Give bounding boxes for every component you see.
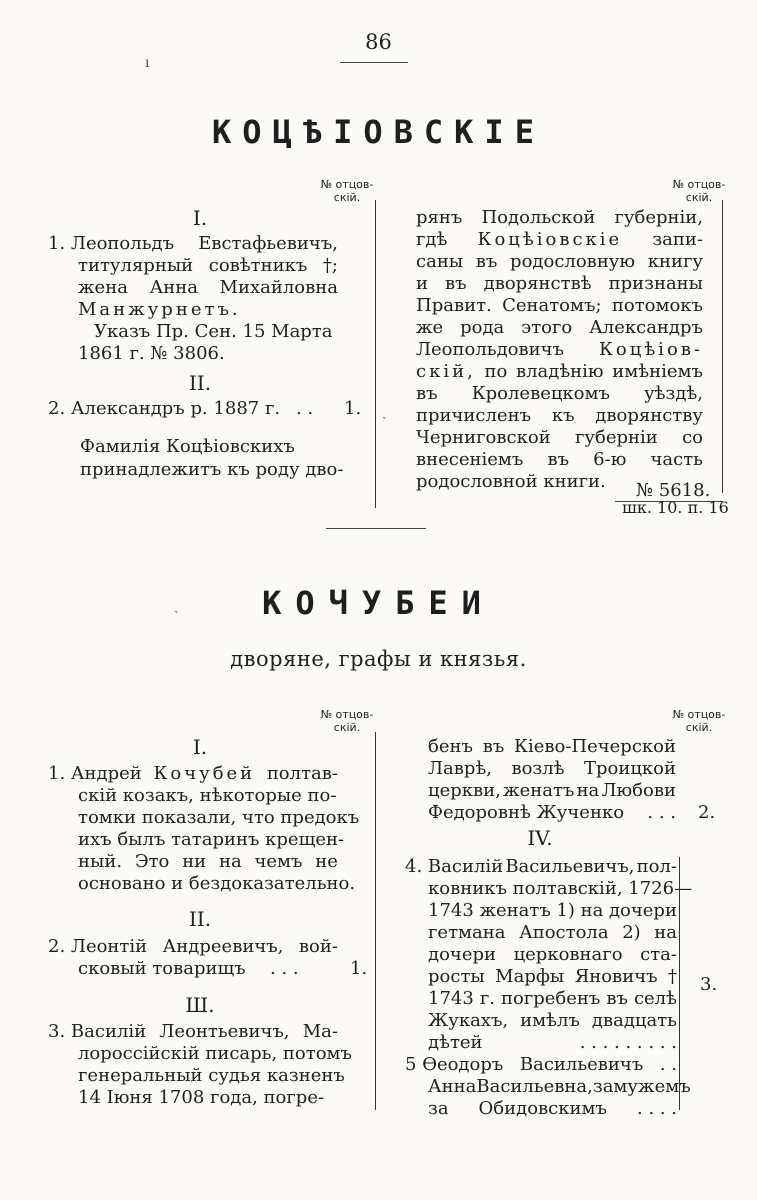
generation-heading: II.	[188, 371, 212, 395]
right-margin-rule	[722, 200, 723, 493]
parent-ref: 1.	[350, 958, 368, 979]
margin-mark: ˎ	[382, 404, 387, 420]
genealogy-entry: 1. Андрей Кочубей полтав- скій козакъ, нѣкоторые по- томки показали, что предокъ ихъ былъ татаринъ крещен- ный. Это ни на чемъ не основано и бездоказательно.	[48, 763, 360, 894]
generation-heading: I.	[192, 735, 208, 759]
column-divider	[375, 200, 376, 508]
ellipsis-dots: . . .	[270, 958, 299, 979]
genealogy-entry-continued: бенъ въ Кіево-Печерской Лаврѣ, возлѣ Троицкой церкви, женатъ на Любови Федоровнѣ Жученко . . .	[428, 736, 676, 823]
genealogy-entry: 3. Василій Леонтьевичъ, Ма- лороссійскій писарь, потомъ генеральный судья казненъ 14 Іюня 1708 года, погре-	[48, 1021, 353, 1108]
margin-mark: ı	[145, 55, 150, 71]
column-divider	[375, 732, 376, 1110]
column-header-left: № отцов- скій.	[320, 178, 374, 204]
column-header-left: № отцов- скій.	[320, 708, 374, 734]
section-title-kochubei: КОЧУБЕИ	[262, 584, 495, 622]
parent-ref: 2.	[698, 802, 716, 823]
genealogy-entry: 1. Леопольдъ Евстафьевичъ, титулярный совѣтникъ †; жена Анна Михайловна Манжурнетъ. Указъ Пр. Сен. 15 Марта 1861 г. № 3806.	[48, 233, 338, 364]
margin-mark: ˏ	[174, 598, 179, 614]
document-number: № 5618.	[636, 480, 711, 501]
ellipsis-dots: . .	[296, 398, 314, 419]
generation-heading: IV.	[527, 826, 553, 850]
family-note: Фамилія Коцѣіовскихъ	[80, 436, 295, 457]
generation-heading: II.	[188, 907, 212, 931]
header-rule	[340, 62, 408, 63]
generation-heading: Ш.	[185, 993, 215, 1017]
parent-ref: 1.	[344, 398, 362, 419]
generation-heading: I.	[192, 206, 208, 230]
genealogy-entry: 4. Василій Васильевичъ, пол- ковникъ полтавскій, 1726— 1743 женатъ 1) на дочери гетмана Апостола 2) на дочери церковнаго ста- росты Марфы Яновичъ † 1743 г. погребенъ въ селѣ Жукахъ, имѣлъ двадцать дѣтей . . . . . . . . .	[405, 856, 693, 1053]
genealogy-entry: 2. Леонтій Андреевичъ, вой- сковый товарищъ	[48, 936, 338, 979]
section-separator	[326, 528, 426, 529]
section-subtitle: дворяне, графы и князья.	[230, 647, 527, 671]
page-number: 86	[365, 30, 392, 54]
genealogy-entry: 5 Ѳеодоръ Васильевичъ . . Анна Васильевна, замужемъ за Обидовскимъ . . . .	[405, 1054, 691, 1119]
family-note: принадлежитъ къ роду дво-	[80, 459, 344, 480]
family-note-continued: рянъ Подольской губерніи, гдѣ Коцѣіовскіе запи- саны въ родословную книгу и въ дворянствѣ признаны Правит. Сенатомъ; потомокъ же рода этого Александръ Леопольдовичъ Коцѣіов- скій, по владѣнію имѣніемъ въ Кролевецкомъ уѣздѣ, причисленъ къ дворянству Черниговской губерніи со внесеніемъ въ 6-ю часть родословной книги.	[416, 207, 703, 492]
column-header-right: № отцов- скій.	[672, 178, 726, 204]
genealogy-entry: 2. Александръ р. 1887 г.	[48, 398, 281, 419]
parent-ref: 3.	[700, 974, 718, 995]
section-title-kotseiovskie: КОЦѢІОВСКІЕ	[212, 113, 545, 151]
column-header-right: № отцов- скій.	[672, 708, 726, 734]
shelf-reference: шк. 10. п. 16	[622, 498, 729, 517]
